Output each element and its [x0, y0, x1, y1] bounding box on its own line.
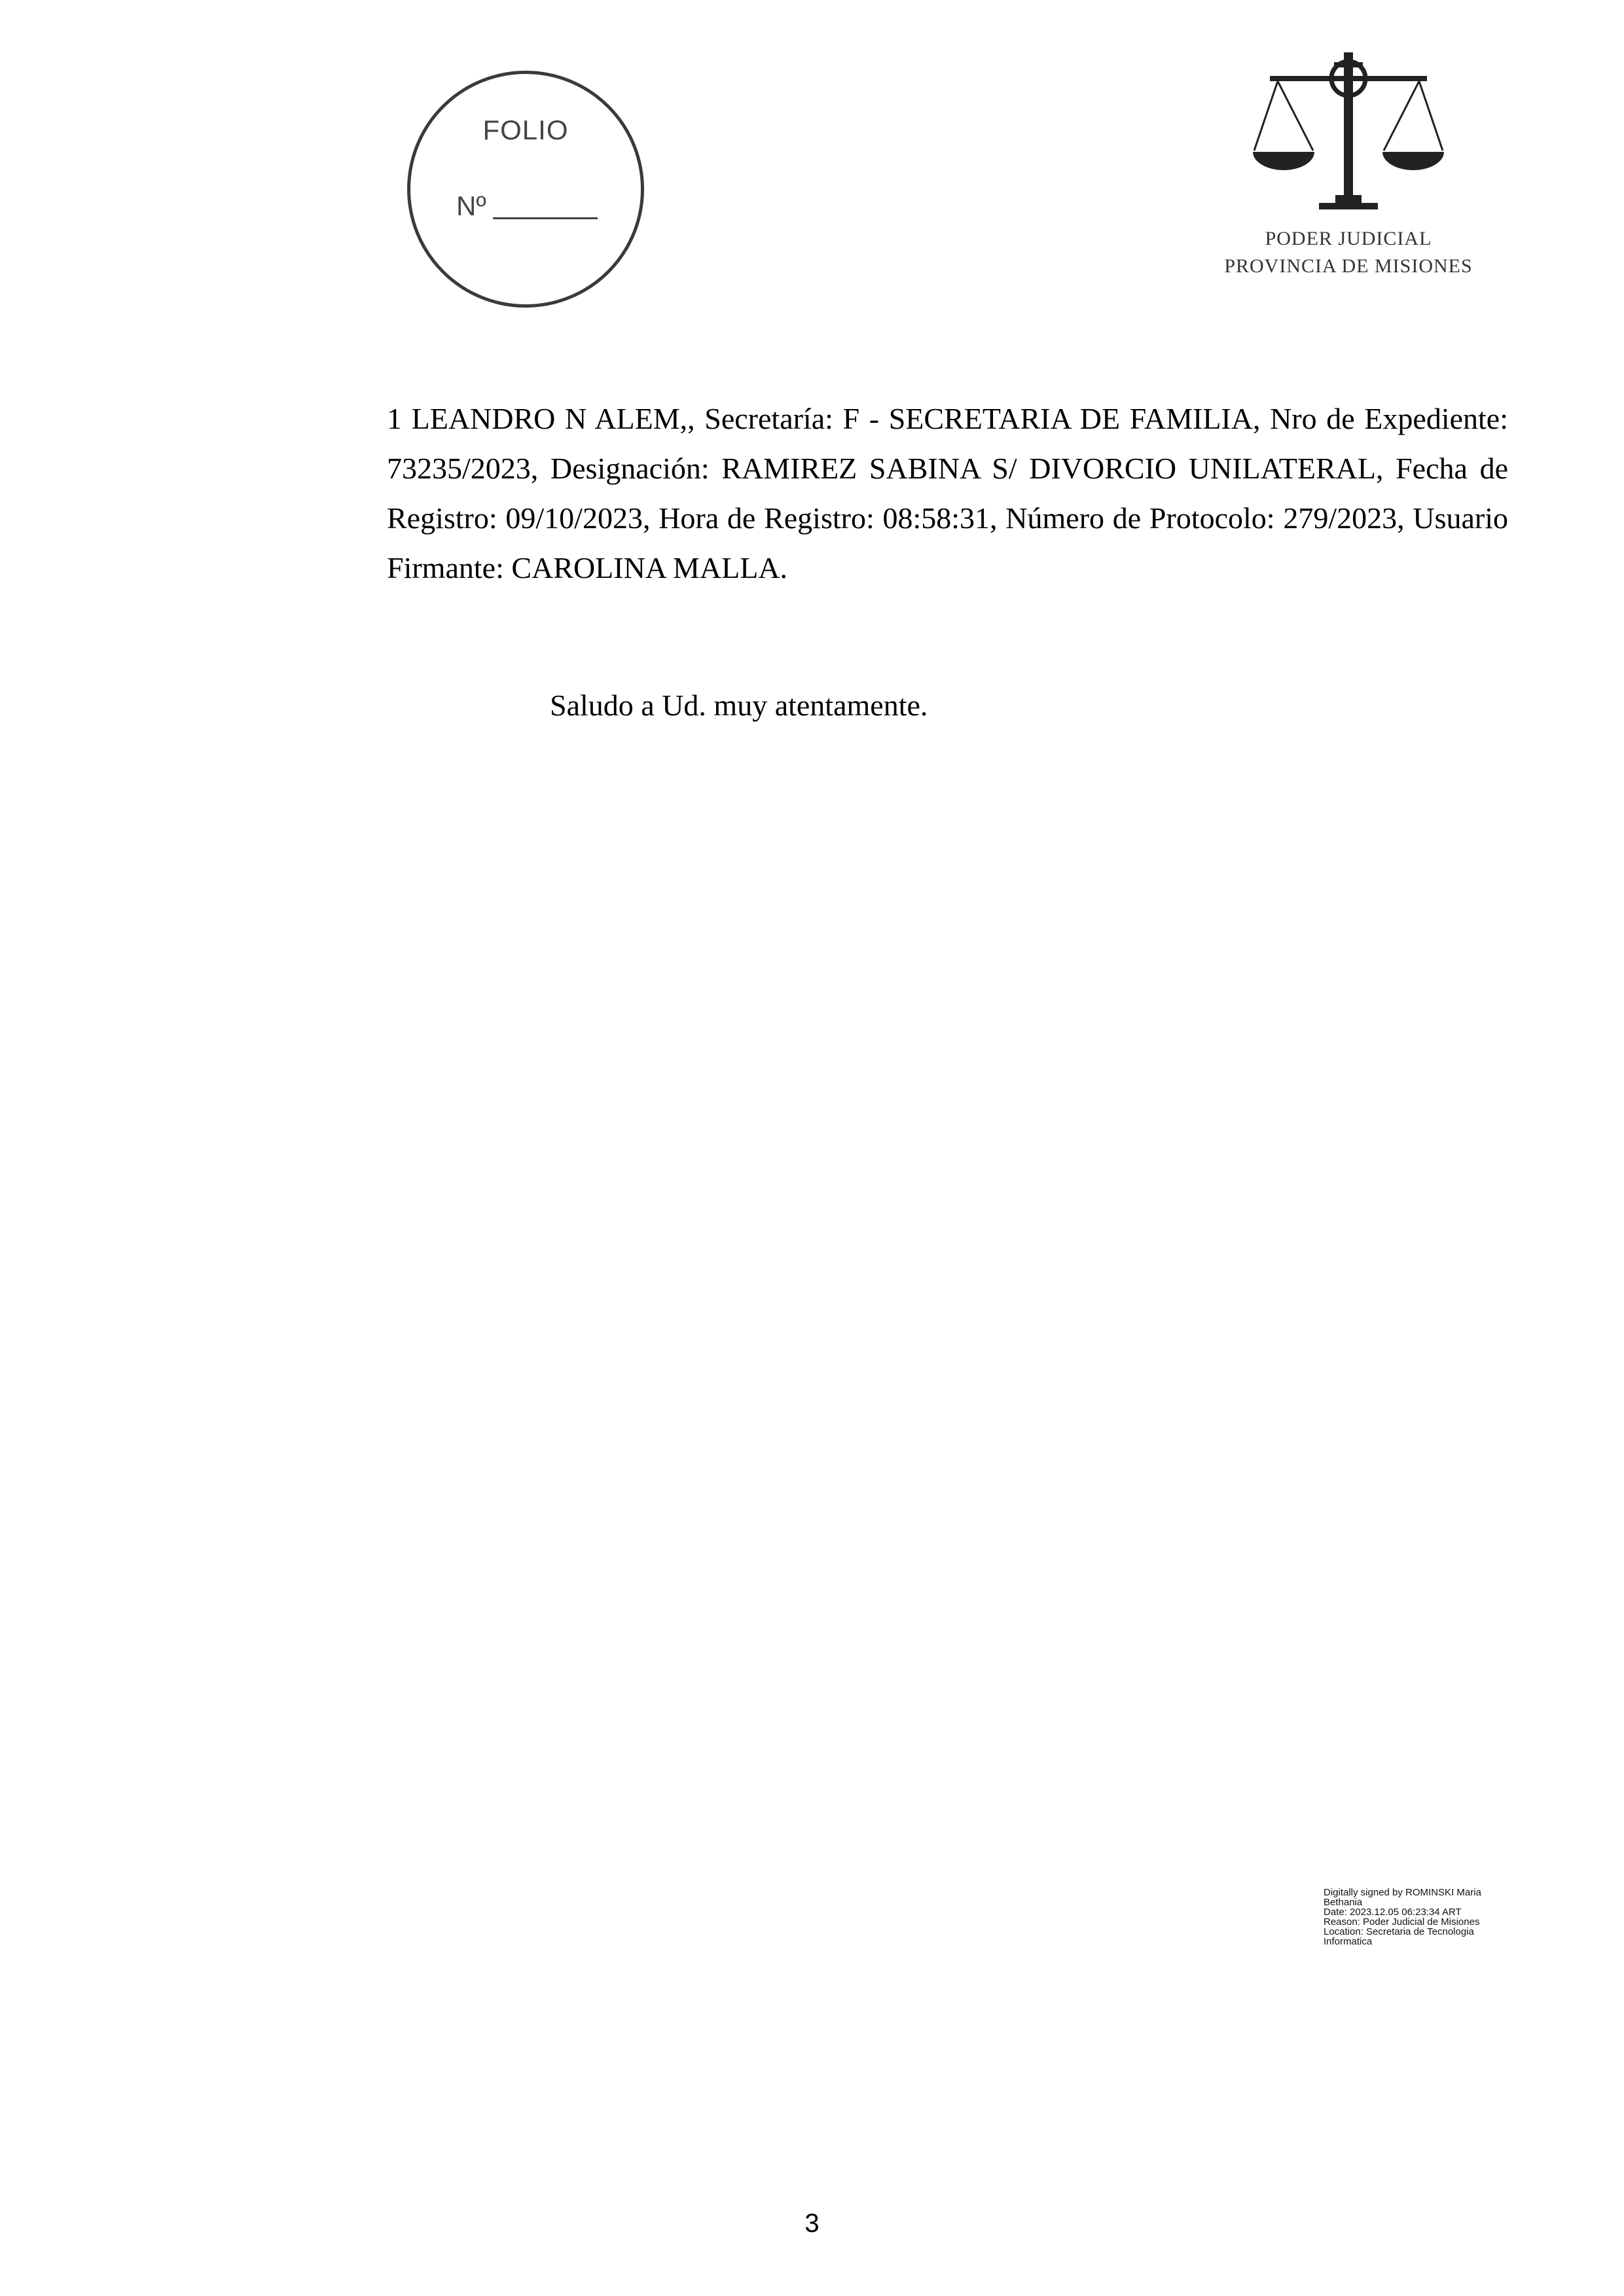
folio-number-field: [456, 190, 598, 222]
folio-number-line: [493, 217, 598, 219]
signature-line: Digitally signed by ROMINSKI Maria: [1324, 1887, 1481, 1898]
signature-location: Informatica: [1324, 1936, 1373, 1947]
judicial-emblem: [1211, 39, 1486, 295]
body-paragraph: 1 LEANDRO N ALEM,, Secretaría: F - SECRETARIA DE FAMILIA, Nro de Expediente: 73235/2023, Designación: RAMIREZ SABINA S/ DIVORCIO UNILATERAL, Fecha de Registro: 09/10/2023, Hora de Registro: 08:58:31, Número de Protocolo: 279/2023, Usuario Firmante: CAROLINA MALLA.: [387, 402, 1508, 584]
folio-stamp: [407, 71, 644, 308]
digital-signature: [1324, 1888, 1513, 1946]
scales-of-justice-icon: [1250, 39, 1447, 216]
signature-reason: Reason: Poder Judicial de Misiones: [1324, 1916, 1480, 1928]
signature-line: Bethania: [1324, 1897, 1363, 1908]
folio-label: FOLIO: [482, 115, 569, 145]
page-number: 3: [804, 2209, 820, 2238]
signature-location: Location: Secretaria de Tecnologia: [1324, 1926, 1474, 1937]
emblem-title: PODER JUDICIAL: [1265, 228, 1432, 249]
emblem-subtitle: PROVINCIA DE MISIONES: [1224, 255, 1473, 277]
folio-number-label: Nº: [456, 190, 486, 221]
signature-date: Date: 2023.12.05 06:23:34 ART: [1324, 1907, 1462, 1918]
closing-salutation: Saludo a Ud. muy atentamente.: [550, 689, 928, 722]
